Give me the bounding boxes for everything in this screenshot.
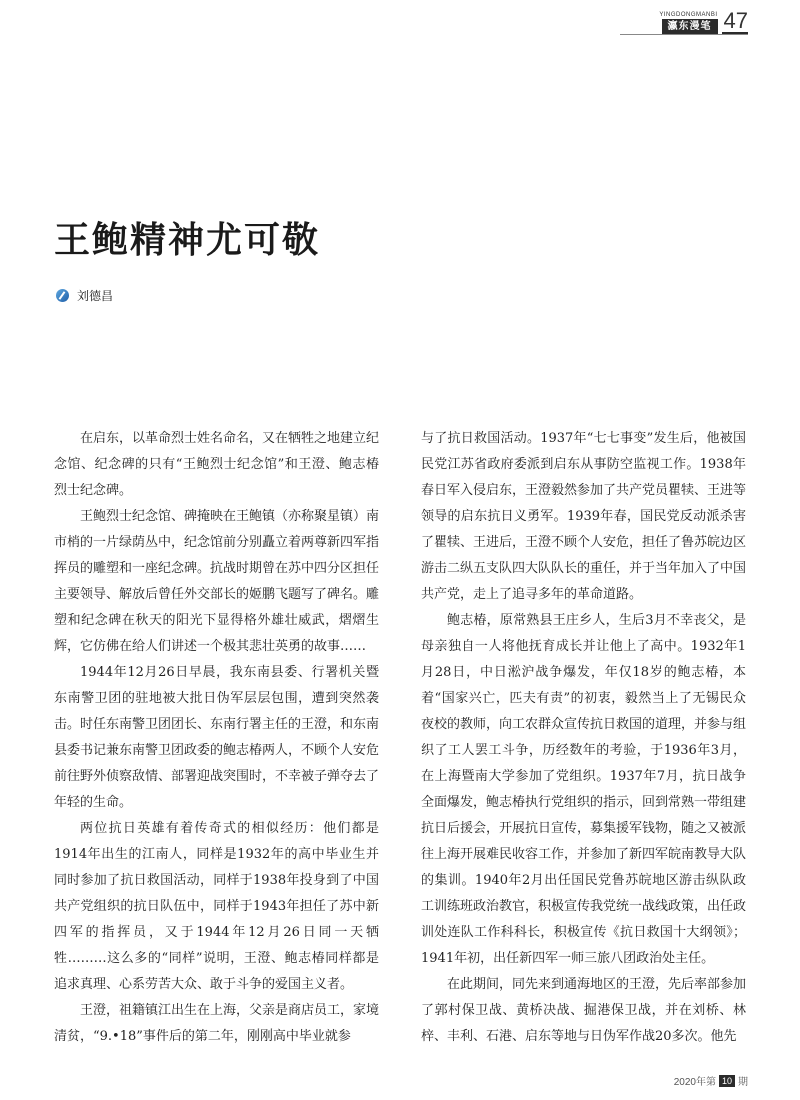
paragraph: 在此期间，同先来到通海地区的王澄，先后率部参加了郭村保卫战、黄桥决战、掘港保卫战，并在刘桥、林梓、丰利、石港、启东等地与日伪军作战20多次。他先 [421,977,747,1044]
paragraph: 两位抗日英雄有着传奇式的相似经历：他们都是1914年出生的江南人，同样是1932年的高中毕业生并同时参加了抗日救国活动，同样于1938年投身到了中国共产党组织的抗日队伍中，同样于1943年担任了苏中新四军的指挥员，又于1944年12月26日同一天牺牲………这么多的“同样”说明，王澄、鲍志椿同样都是追求真理、心系劳苦大众、敢于斗争的爱国主义者。 [54,821,379,992]
page-number: 47 [723,8,748,33]
left-text-column [54,426,379,1050]
brand-chinese: 瀛东漫笔 [662,19,718,34]
paragraph-continued: 与了抗日救国活动。1937年“七七事变”发生后，他被国民党江苏省政府委派到启东从事防空监视工作。1938年春日军入侵启东，王澄毅然参加了共产党员瞿犊、王进等领导的启东抗日义勇军。1939年春，国民党反动派杀害了瞿犊、王进后，王澄不顾个人安危，担任了鲁苏皖边区游击二纵五支队四大队队长的重任，并于当年加入了中国共产党，走上了追寻多年的革命道路。 [421,431,747,602]
footer-issue-suffix: 期 [738,1077,748,1088]
paragraph: 1944年12月26日早晨，我东南县委、行署机关暨东南警卫团的驻地被大批日伪军层层包围，遭到突然袭击。时任东南警卫团团长、东南行署主任的王澄，和东南县委书记兼东南警卫团政委的鲍志椿两人，不顾个人安危前往野外侦察敌情、部署迎战突围时，不幸被子弹夺去了年轻的生命。 [54,665,380,810]
pen-icon [56,289,69,302]
paragraph: 在启东，以革命烈士姓名命名，又在牺牲之地建立纪念馆、纪念碑的只有“王鲍烈士纪念馆”和王澄、鲍志椿烈士纪念碑。 [54,431,380,498]
header-divider [620,34,748,35]
paragraph: 王鲍烈士纪念馆、碑掩映在王鲍镇（亦称聚星镇）南市梢的一片绿荫丛中，纪念馆前分别矗立着两尊新四军指挥员的雕塑和一座纪念碑。抗战时期曾在苏中四分区担任主要领导、解放后曾任外交部长的姬鹏飞题写了碑名。雕塑和纪念碑在秋天的阳光下显得格外雄壮威武，熠熠生辉，它仿佛在给人们讲述一个极其悲壮英勇的故事…… [54,509,380,654]
magazine-brand [659,12,717,34]
author-byline [56,287,113,304]
paragraph: 王澄，祖籍镇江出生在上海，父亲是商店员工，家境清贫，“9.•18”事件后的第二年，刚刚高中毕业就参 [54,1003,380,1044]
footer-year: 2020年 [673,1077,706,1088]
author-name: 刘德昌 [77,289,114,303]
right-text-column [421,426,746,1050]
page-header [659,6,748,34]
footer-issue-prefix: 第 [705,1077,716,1088]
brand-english: YINGDONGMANBI [659,12,718,18]
issue-number: 10 [719,1075,735,1087]
page-footer [674,1073,748,1088]
paragraph: 鲍志椿，原常熟县王庄乡人，生后3月不幸丧父，是母亲独自一人将他抚育成长并让他上了高中。1932年1月28日，中日淞沪战争爆发，年仅18岁的鲍志椿，本着“国家兴亡，匹夫有责”的初衷，毅然当上了无锡民众夜校的教师，向工农群众宣传抗日救国的道理，并参与组织了工人罢工斗争，历经数年的考验，于1936年3月，在上海暨南大学参加了党组织。1937年7月，抗日战争全面爆发，鲍志椿执行党组织的指示，回到常熟一带组建抗日后援会，开展抗日宣传，募集援军钱物，随之又被派往上海开展难民收容工作，并参加了新四军皖南教导大队的集训。1940年2月出任国民党鲁苏皖地区游击纵队政工训练班政治教官，积极宣传我党统一战线政策，出任政训处连队工作科科长，积极宣传《抗日救国十大纲领》；1941年初，出任新四军一师三旅八团政治处主任。 [421,613,747,966]
article-title: 王鲍精神尤可敬 [54,220,321,261]
